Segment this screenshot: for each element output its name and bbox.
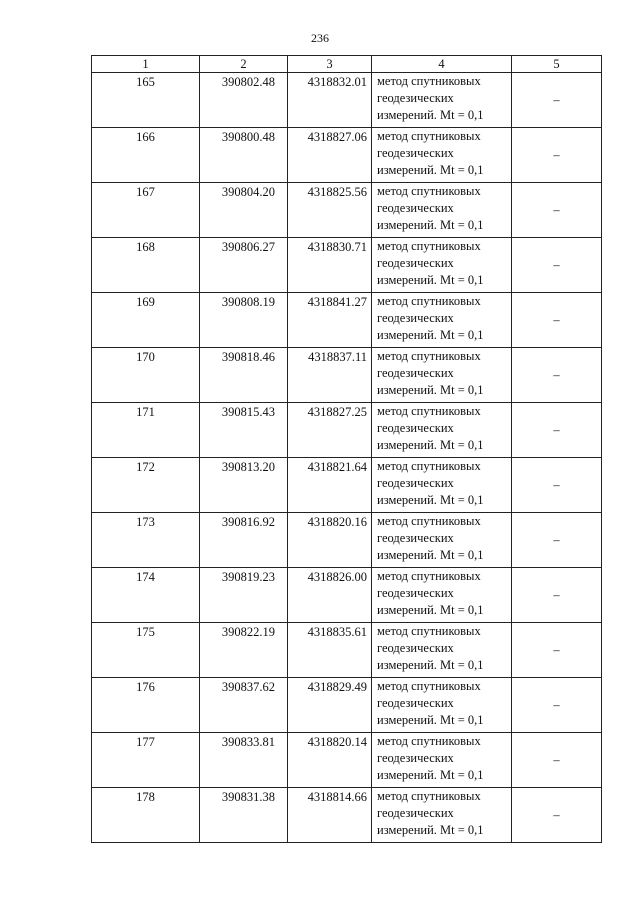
method-cell: [372, 348, 512, 403]
method-line: измерений. Mt = 0,1: [377, 383, 484, 397]
method-line: геодезических: [377, 806, 454, 820]
x-coordinate-cell: 390818.46: [200, 348, 288, 403]
table-body: [92, 73, 602, 843]
table-row: [92, 568, 602, 623]
note-cell: –: [512, 458, 602, 513]
x-coordinate-cell: 390813.20: [200, 458, 288, 513]
y-coordinate-cell: 4318820.14: [288, 733, 372, 788]
method-line: метод спутниковых: [377, 74, 481, 88]
method-line: геодезических: [377, 366, 454, 380]
table-row: [92, 183, 602, 238]
method-cell: [372, 568, 512, 623]
column-header: 2: [200, 56, 288, 73]
point-number-cell: 170: [92, 348, 200, 403]
x-coordinate-cell: 390808.19: [200, 293, 288, 348]
note-cell: –: [512, 238, 602, 293]
method-line: метод спутниковых: [377, 129, 481, 143]
table-row: [92, 238, 602, 293]
method-cell: [372, 183, 512, 238]
x-coordinate-cell: 390815.43: [200, 403, 288, 458]
table-row: [92, 403, 602, 458]
y-coordinate-cell: 4318825.56: [288, 183, 372, 238]
table-row: [92, 348, 602, 403]
y-coordinate-cell: 4318830.71: [288, 238, 372, 293]
column-header: 5: [512, 56, 602, 73]
method-line: метод спутниковых: [377, 349, 481, 363]
coordinates-table: [91, 55, 602, 843]
method-line: метод спутниковых: [377, 734, 481, 748]
table-row: [92, 623, 602, 678]
note-cell: –: [512, 623, 602, 678]
method-line: измерений. Mt = 0,1: [377, 658, 484, 672]
method-line: метод спутниковых: [377, 624, 481, 638]
method-line: геодезических: [377, 696, 454, 710]
x-coordinate-cell: 390800.48: [200, 128, 288, 183]
table-row: [92, 128, 602, 183]
y-coordinate-cell: 4318826.00: [288, 568, 372, 623]
point-number-cell: 178: [92, 788, 200, 843]
point-number-cell: 171: [92, 403, 200, 458]
method-line: метод спутниковых: [377, 514, 481, 528]
method-cell: [372, 788, 512, 843]
y-coordinate-cell: 4318821.64: [288, 458, 372, 513]
method-line: геодезических: [377, 146, 454, 160]
y-coordinate-cell: 4318835.61: [288, 623, 372, 678]
column-header: 3: [288, 56, 372, 73]
method-line: измерений. Mt = 0,1: [377, 328, 484, 342]
point-number-cell: 176: [92, 678, 200, 733]
method-line: геодезических: [377, 586, 454, 600]
method-line: измерений. Mt = 0,1: [377, 823, 484, 837]
method-cell: [372, 73, 512, 128]
method-line: измерений. Mt = 0,1: [377, 163, 484, 177]
y-coordinate-cell: 4318827.25: [288, 403, 372, 458]
method-line: метод спутниковых: [377, 404, 481, 418]
table-row: [92, 293, 602, 348]
method-line: метод спутниковых: [377, 184, 481, 198]
method-line: геодезических: [377, 311, 454, 325]
point-number-cell: 173: [92, 513, 200, 568]
method-line: геодезических: [377, 256, 454, 270]
method-line: геодезических: [377, 531, 454, 545]
method-cell: [372, 733, 512, 788]
table-row: [92, 678, 602, 733]
x-coordinate-cell: 390831.38: [200, 788, 288, 843]
point-number-cell: 177: [92, 733, 200, 788]
point-number-cell: 168: [92, 238, 200, 293]
y-coordinate-cell: 4318837.11: [288, 348, 372, 403]
method-cell: [372, 238, 512, 293]
y-coordinate-cell: 4318827.06: [288, 128, 372, 183]
method-line: метод спутниковых: [377, 294, 481, 308]
method-cell: [372, 403, 512, 458]
point-number-cell: 167: [92, 183, 200, 238]
x-coordinate-cell: 390804.20: [200, 183, 288, 238]
method-line: геодезических: [377, 421, 454, 435]
method-line: геодезических: [377, 201, 454, 215]
table-row: [92, 733, 602, 788]
method-line: измерений. Mt = 0,1: [377, 713, 484, 727]
note-cell: –: [512, 73, 602, 128]
point-number-cell: 166: [92, 128, 200, 183]
method-cell: [372, 678, 512, 733]
method-line: измерений. Mt = 0,1: [377, 438, 484, 452]
method-cell: [372, 128, 512, 183]
table-row: [92, 73, 602, 128]
x-coordinate-cell: 390802.48: [200, 73, 288, 128]
y-coordinate-cell: 4318814.66: [288, 788, 372, 843]
method-line: метод спутниковых: [377, 459, 481, 473]
method-line: измерений. Mt = 0,1: [377, 218, 484, 232]
table-row: [92, 458, 602, 513]
note-cell: –: [512, 403, 602, 458]
note-cell: –: [512, 513, 602, 568]
table-row: [92, 513, 602, 568]
y-coordinate-cell: 4318841.27: [288, 293, 372, 348]
method-line: геодезических: [377, 476, 454, 490]
method-line: геодезических: [377, 751, 454, 765]
method-line: метод спутниковых: [377, 239, 481, 253]
method-line: геодезических: [377, 641, 454, 655]
table-row: [92, 788, 602, 843]
column-header: 1: [92, 56, 200, 73]
point-number-cell: 175: [92, 623, 200, 678]
point-number-cell: 172: [92, 458, 200, 513]
point-number-cell: 165: [92, 73, 200, 128]
note-cell: –: [512, 128, 602, 183]
table-header-row: [92, 56, 602, 73]
method-cell: [372, 293, 512, 348]
page-number: 236: [311, 31, 329, 45]
x-coordinate-cell: 390837.62: [200, 678, 288, 733]
note-cell: –: [512, 568, 602, 623]
note-cell: –: [512, 678, 602, 733]
method-line: метод спутниковых: [377, 789, 481, 803]
method-line: измерений. Mt = 0,1: [377, 768, 484, 782]
note-cell: –: [512, 788, 602, 843]
method-line: геодезических: [377, 91, 454, 105]
method-line: измерений. Mt = 0,1: [377, 603, 484, 617]
note-cell: –: [512, 348, 602, 403]
method-line: метод спутниковых: [377, 569, 481, 583]
method-line: измерений. Mt = 0,1: [377, 108, 484, 122]
y-coordinate-cell: 4318829.49: [288, 678, 372, 733]
method-line: измерений. Mt = 0,1: [377, 273, 484, 287]
method-line: измерений. Mt = 0,1: [377, 493, 484, 507]
x-coordinate-cell: 390833.81: [200, 733, 288, 788]
method-cell: [372, 458, 512, 513]
method-cell: [372, 513, 512, 568]
y-coordinate-cell: 4318820.16: [288, 513, 372, 568]
method-line: метод спутниковых: [377, 679, 481, 693]
x-coordinate-cell: 390819.23: [200, 568, 288, 623]
note-cell: –: [512, 293, 602, 348]
point-number-cell: 169: [92, 293, 200, 348]
x-coordinate-cell: 390816.92: [200, 513, 288, 568]
method-line: измерений. Mt = 0,1: [377, 548, 484, 562]
note-cell: –: [512, 183, 602, 238]
column-header: 4: [372, 56, 512, 73]
x-coordinate-cell: 390806.27: [200, 238, 288, 293]
point-number-cell: 174: [92, 568, 200, 623]
y-coordinate-cell: 4318832.01: [288, 73, 372, 128]
note-cell: –: [512, 733, 602, 788]
x-coordinate-cell: 390822.19: [200, 623, 288, 678]
method-cell: [372, 623, 512, 678]
